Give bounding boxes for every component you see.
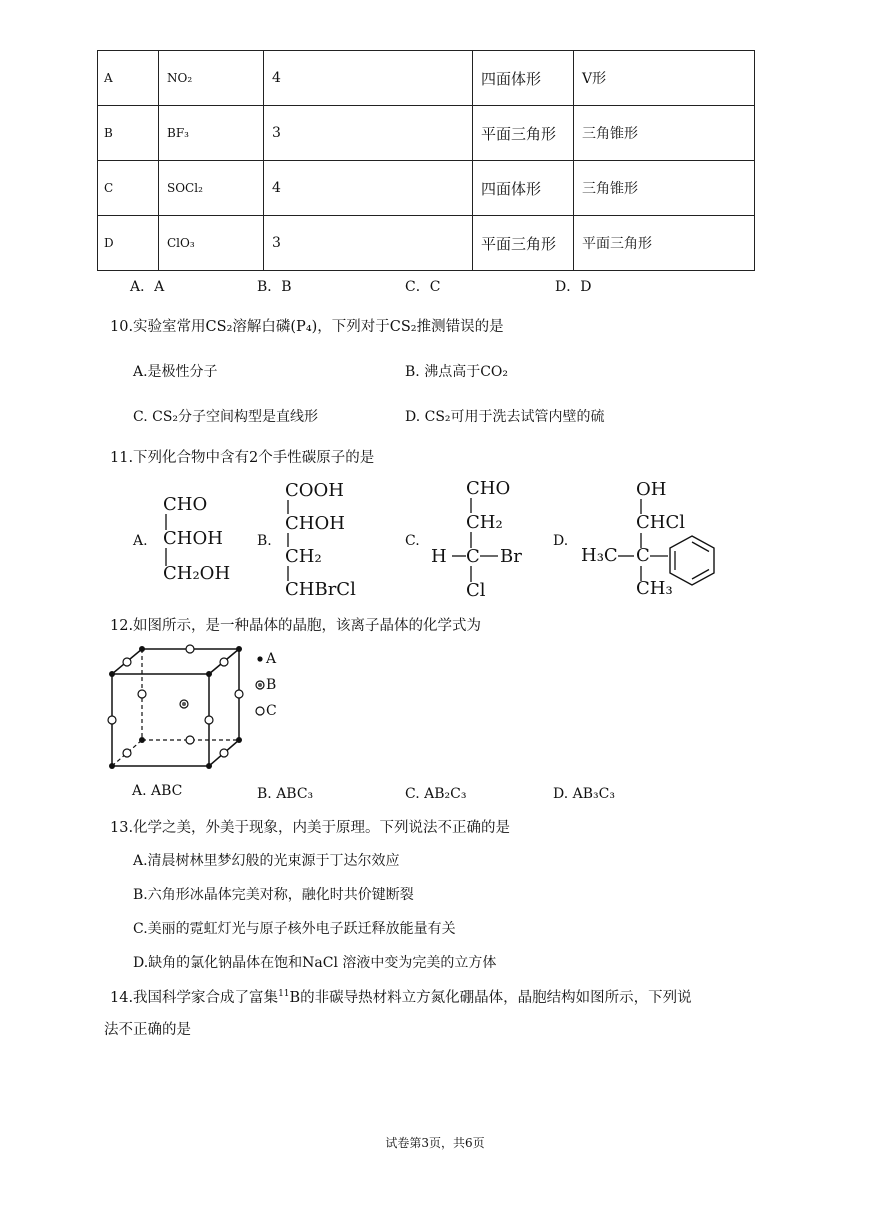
q13-option-a[interactable]: A.清晨树林里梦幻般的光束源于丁达尔效应 (133, 853, 400, 869)
q9-table-row (98, 51, 755, 106)
q9-cell-label: C (98, 161, 159, 216)
q9-cell-shape: 平面三角形 (574, 216, 755, 271)
crystal-cell-diagram (104, 642, 284, 774)
q9-cell-label: D (98, 216, 159, 271)
q11-b-chbrcl: CHBrCl (285, 579, 356, 600)
q9-cell-formula: NO₂ (159, 51, 264, 106)
q9-table-row (98, 161, 755, 216)
q11-a-cho: CHO (163, 494, 208, 515)
q12-option-d[interactable]: D. AB₃C₃ (553, 786, 615, 802)
q13-option-b[interactable]: B.六角形冰晶体完美对称，融化时共价键断裂 (133, 887, 414, 903)
q9-cell-vsepr: 平面三角形 (473, 216, 574, 271)
q11-c-cho: CHO (466, 478, 511, 499)
q11-c-bonds (440, 496, 510, 586)
q11-c-br: Br (500, 546, 522, 567)
benzene-ring-icon (666, 533, 718, 589)
q12-stem: 12.如图所示，是一种晶体的晶胞，该离子晶体的化学式为 (110, 618, 482, 634)
legend-b: B (266, 677, 277, 693)
q11-d-ch3: CH₃ (636, 578, 673, 599)
q11-option-c[interactable]: C. (405, 533, 420, 549)
q11-option-d[interactable]: D. (553, 533, 569, 549)
q13-stem: 13.化学之美，外美于现象，内美于原理。下列说法不正确的是 (110, 820, 511, 836)
q11-b-cooh: COOH (285, 480, 344, 501)
q11-d-c: C (636, 545, 650, 566)
q9-cell-num: 4 (264, 51, 473, 106)
q13-option-c[interactable]: C.美丽的霓虹灯光与原子核外电子跃迁释放能量有关 (133, 921, 456, 937)
page-footer: 试卷第3页，共6页 (385, 1136, 485, 1150)
q9-option-d[interactable]: D．D (555, 279, 592, 295)
q11-c-cl: Cl (466, 580, 486, 601)
q11-d-oh: OH (636, 479, 667, 500)
q9-cell-num: 3 (264, 106, 473, 161)
q9-cell-formula: ClO₃ (159, 216, 264, 271)
q10-stem: 10.实验室常用CS₂溶解白磷(P₄)，下列对于CS₂推测错误的是 (110, 319, 504, 335)
q9-cell-num: 3 (264, 216, 473, 271)
q9-cell-shape: 三角锥形 (574, 161, 755, 216)
q14-stem-line2: 法不正确的是 (104, 1022, 191, 1038)
q10-option-c[interactable]: C. CS₂分子空间构型是直线形 (133, 409, 319, 425)
q11-option-b[interactable]: B. (257, 533, 272, 549)
q11-b-ch2: CH₂ (285, 546, 322, 567)
q11-c-h: H (431, 546, 447, 567)
q9-table-row (98, 106, 755, 161)
q9-table-row (98, 216, 755, 271)
q12-option-a[interactable]: A. ABC (132, 783, 183, 799)
q9-cell-label: B (98, 106, 159, 161)
q10-option-b[interactable]: B. 沸点高于CO₂ (405, 364, 508, 380)
q9-cell-shape: V形 (574, 51, 755, 106)
q11-a-bonds (160, 512, 172, 568)
q9-cell-formula: BF₃ (159, 106, 264, 161)
q11-a-ch2oh: CH₂OH (163, 563, 231, 584)
q11-b-bonds (282, 498, 294, 584)
q9-cell-shape: 三角锥形 (574, 106, 755, 161)
legend-a: A (266, 651, 277, 667)
legend-c: C (266, 703, 277, 719)
q11-c-ch2: CH₂ (466, 512, 503, 533)
q14-stem: 14.我国科学家合成了富集$^{11}$B的非碳导热材料立方氮化硼晶体，晶胞结构如图所示，下列说 (110, 989, 692, 1006)
q9-cell-num: 4 (264, 161, 473, 216)
q12-option-b[interactable]: B. ABC₃ (257, 786, 314, 802)
q9-table (97, 50, 755, 271)
q9-option-a[interactable]: A．A (130, 279, 165, 295)
q11-c-c: C (466, 546, 480, 567)
q9-cell-formula: SOCl₂ (159, 161, 264, 216)
q10-option-a[interactable]: A.是极性分子 (133, 364, 218, 380)
q9-cell-vsepr: 平面三角形 (473, 106, 574, 161)
q11-b-choh: CHOH (285, 513, 345, 534)
q11-stem: 11.下列化合物中含有2个手性碳原子的是 (110, 450, 375, 466)
q11-d-chcl: CHCl (636, 512, 685, 533)
q9-cell-label: A (98, 51, 159, 106)
q9-cell-vsepr: 四面体形 (473, 161, 574, 216)
q10-option-d[interactable]: D. CS₂可用于洗去试管内壁的硫 (405, 409, 605, 425)
q9-option-c[interactable]: C．C (405, 279, 441, 295)
q9-cell-vsepr: 四面体形 (473, 51, 574, 106)
q11-a-choh: CHOH (163, 528, 223, 549)
q13-option-d[interactable]: D.缺角的氯化钠晶体在饱和NaCl 溶液中变为完美的立方体 (133, 955, 497, 971)
q9-option-b[interactable]: B．B (257, 279, 292, 295)
q12-option-c[interactable]: C. AB₂C₃ (405, 786, 467, 802)
q11-d-h3c: H₃C (581, 545, 618, 566)
q11-option-a[interactable]: A. (133, 533, 148, 549)
